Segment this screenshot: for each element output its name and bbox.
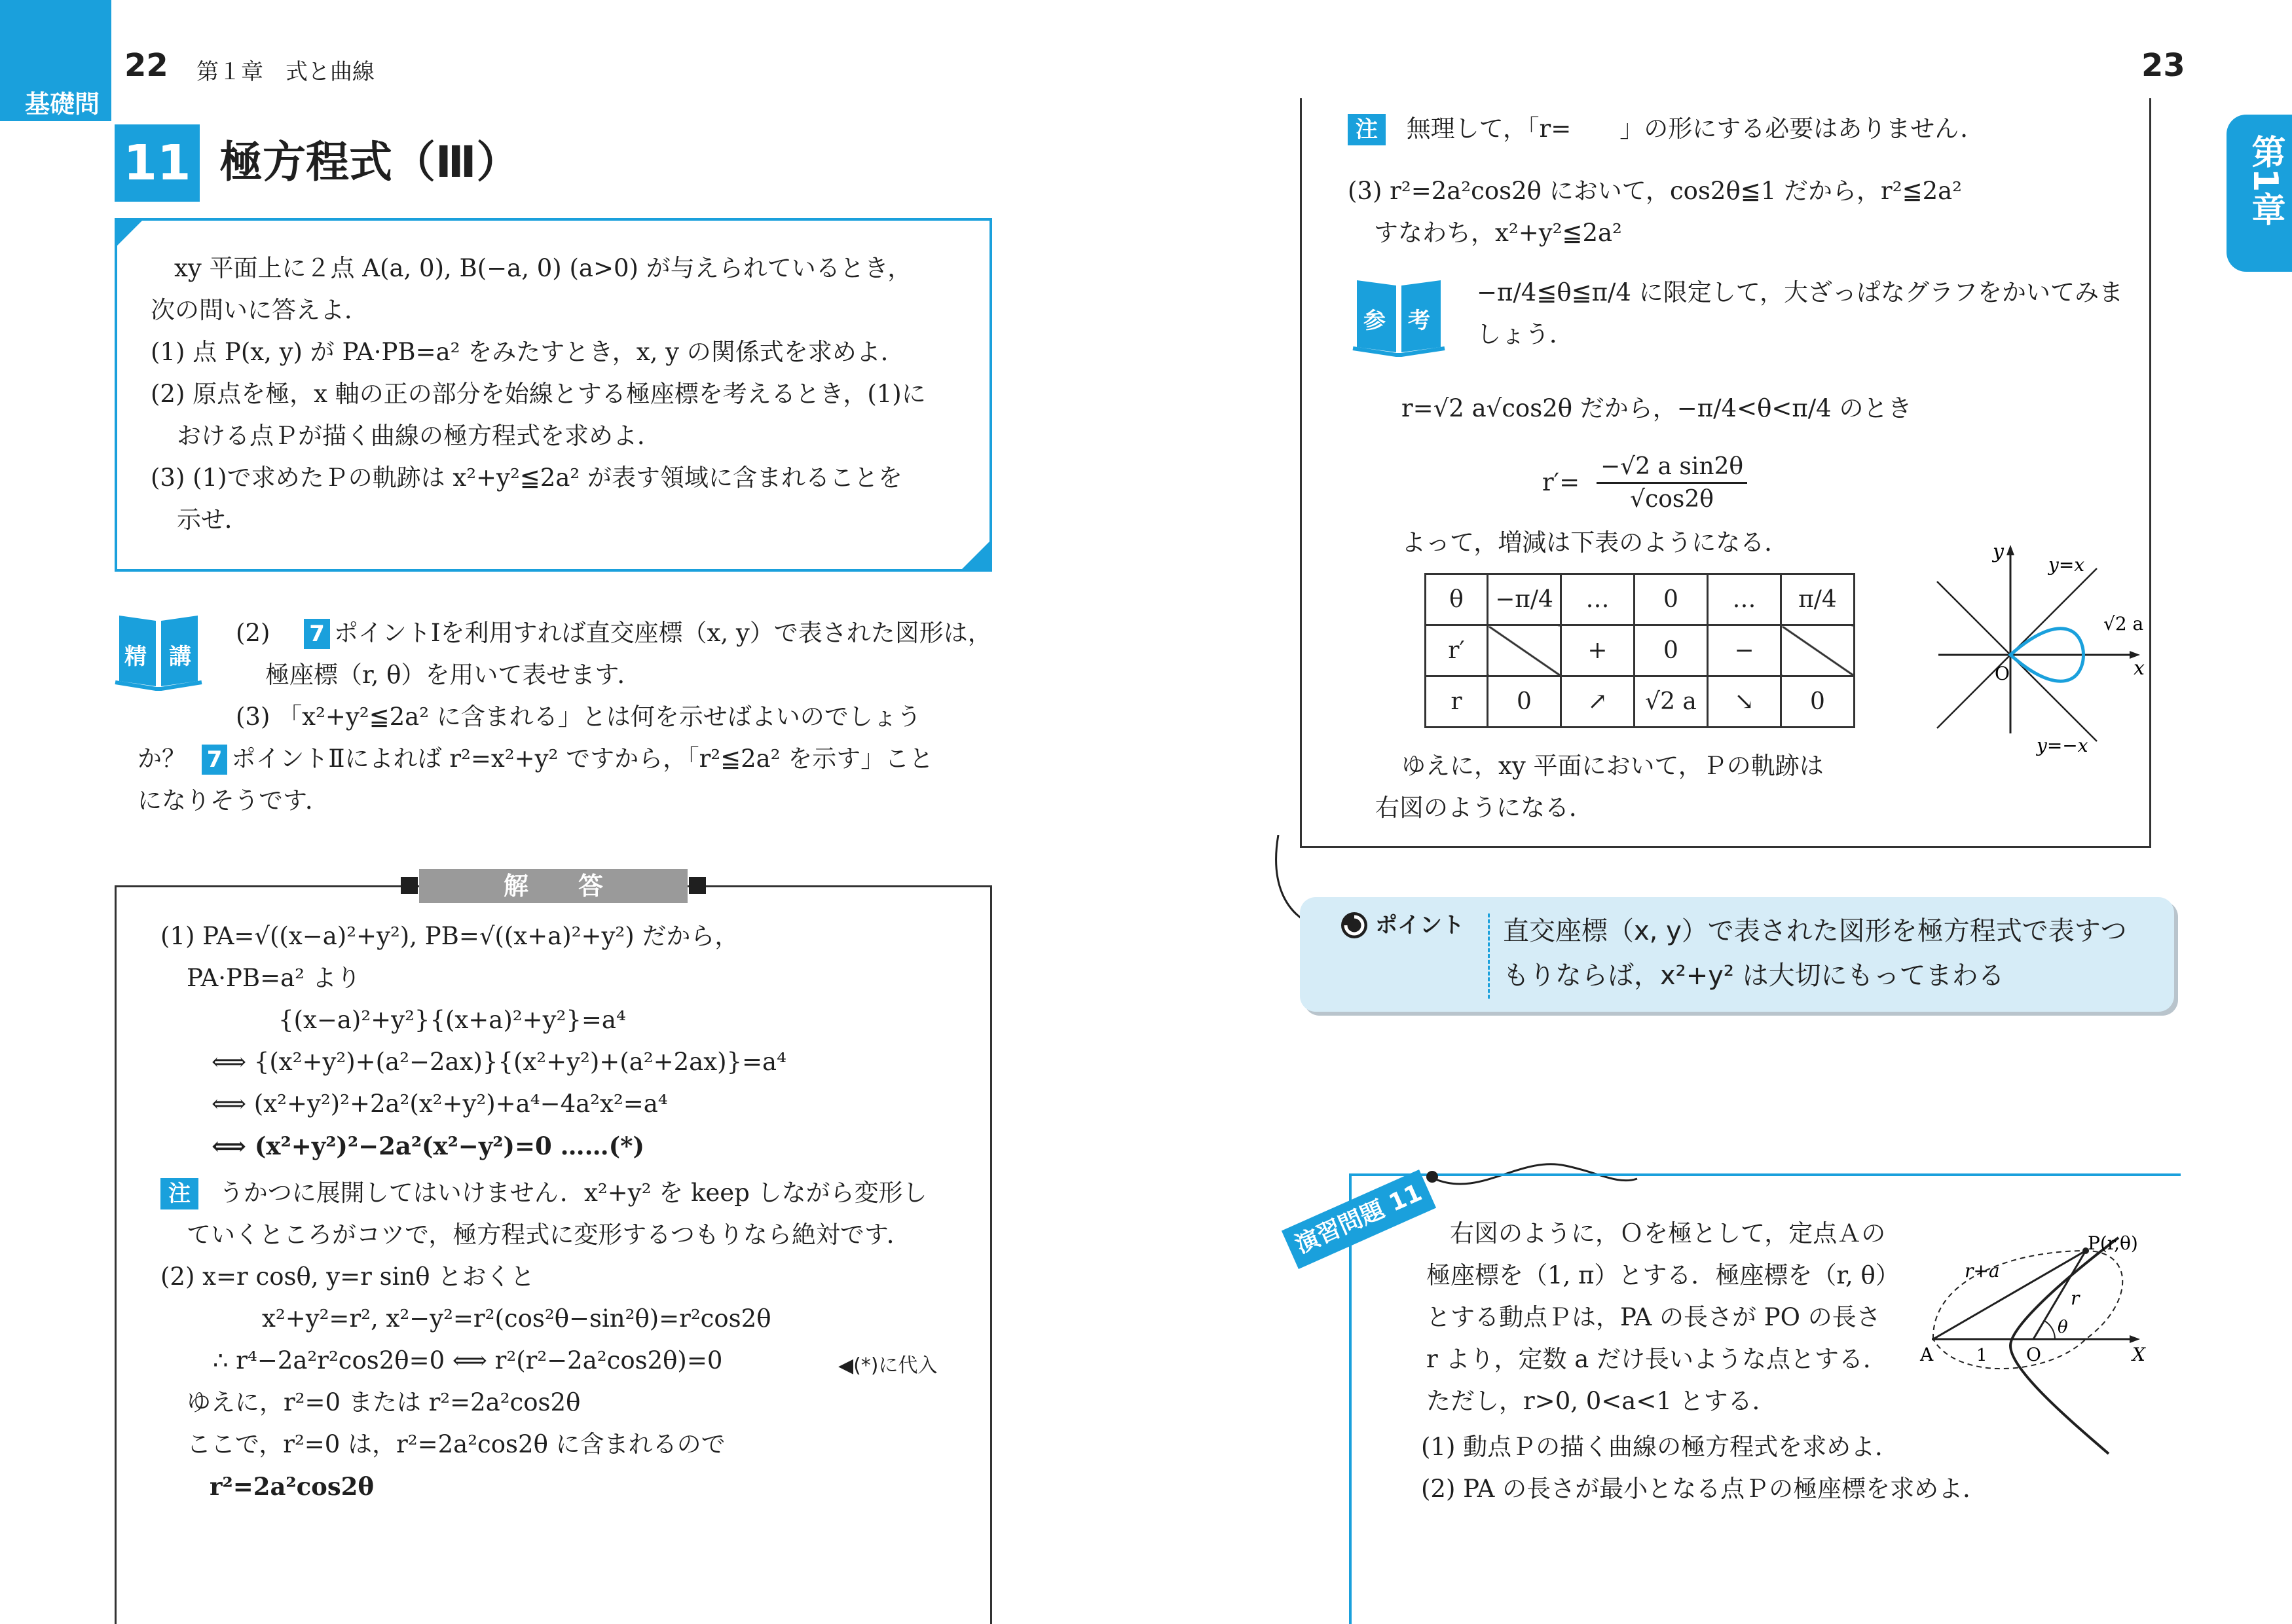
answer-note-line-1 <box>160 1172 927 1214</box>
seiko-line-1 <box>236 612 992 654</box>
table-cell: 0 <box>1635 625 1708 676</box>
answer-heading: 解 答 <box>503 872 603 900</box>
problem-box-corner-bottom <box>959 539 992 572</box>
rprime-denominator: √cos2θ <box>1630 486 1714 513</box>
exercise-hole <box>1426 1171 1438 1183</box>
point-text <box>1503 909 2127 998</box>
conclusion-line-1: ゆえに，xy 平面において，Ｐの軌跡は <box>1401 752 1824 780</box>
theta-arc <box>2044 1321 2055 1339</box>
point-chip: 7 <box>202 745 228 775</box>
table-cell: … <box>1708 574 1781 625</box>
exercise-line: 右図のように，Ｏを極として，定点Ａの <box>1450 1219 1886 1247</box>
answer-line: x²+y²=r², x²−y²=r²(cos²θ−sin²θ)=r²cos2θ <box>262 1304 771 1333</box>
point-chip: 7 <box>304 619 330 649</box>
table-cell-slash <box>1781 625 1855 676</box>
answer-line: (2) x=r cosθ, y=r sinθ とおくと <box>160 1263 535 1291</box>
fig-x-label: X <box>2132 1344 2145 1365</box>
seiko-line-3: (3) 「x²+y²≦2a² に含まれる」とは何を示せばよいのでしょう <box>236 703 921 731</box>
table-cell: π/4 <box>1781 574 1855 625</box>
table-cell: 0 <box>1635 574 1708 625</box>
fig-ra-label: r+a <box>1965 1260 2000 1282</box>
seiko-line-2: 極座標（r, θ）を用いて表せます． <box>265 661 642 689</box>
graph-y-label: y <box>1993 540 2004 563</box>
graph-line2-label: y=−x <box>2037 735 2088 756</box>
exercise-text <box>1426 1213 1900 1422</box>
right-note <box>1348 108 1984 150</box>
section-title: 極方程式（Ⅲ） <box>219 137 520 187</box>
table-cell: −π/4 <box>1488 574 1561 625</box>
fig-o-label: O <box>2026 1344 2041 1365</box>
exercise-line: r より，定数 a だけ長いような点とする． <box>1426 1345 1888 1373</box>
seiko-label-2: 講 <box>169 644 191 670</box>
exercise-line: (2) PA の長さが最小となる点Ｐの極座標を求めよ． <box>1421 1475 1987 1503</box>
problem-line: おける点Ｐが描く曲線の極方程式を求めよ． <box>177 422 661 450</box>
graph-peak-label: √2 a <box>2103 613 2144 635</box>
conclusion-text <box>1375 745 1824 829</box>
section-number: 11 <box>115 124 200 202</box>
answer-line: (1) PA=√((x−a)²+y²), PB=√((x+a)²+y²) だから， <box>160 922 739 950</box>
r-line: r=√2 a√cos2θ だから，−π/4<θ<π/4 のとき <box>1401 394 1912 422</box>
graph-x-label: x <box>2134 657 2145 680</box>
yotte-line: よって，増減は下表のようになる． <box>1401 528 1789 557</box>
exercise-line: 極座標を（1, π）とする．極座標を（r, θ） <box>1426 1261 1900 1289</box>
answer-note-text-1: うかつに展開してはいけません．x²+y² を keep しながら変形し <box>219 1179 927 1207</box>
table-cell: − <box>1708 625 1781 676</box>
header-badge: 基礎問 <box>25 90 100 119</box>
seiko-line-4-a: か？ <box>138 745 186 773</box>
point-divider <box>1488 913 1490 999</box>
exercise-line: ただし，r>0, 0<a<1 とする． <box>1426 1387 1777 1415</box>
sanko-label-1: 参 <box>1363 308 1386 334</box>
table-row <box>1426 625 1855 676</box>
table-row <box>1426 574 1855 625</box>
answer-line: {(x−a)²+y²}{(x+a)²+y²}=a⁴ <box>278 1006 626 1034</box>
problem-line: 次の問いに答えよ． <box>151 296 369 324</box>
answer-heading-cap-left <box>401 877 418 894</box>
polar-axis-arrow <box>2130 1335 2140 1343</box>
exercise-string-decoration <box>1428 1153 1644 1205</box>
table-cell-slash <box>1488 625 1561 676</box>
table-cell: r′ <box>1426 625 1488 676</box>
problem-line: xy 平面上に２点 A(a, 0), B(−a, 0) (a>0) が与えられているとき， <box>174 254 912 282</box>
problem-box-corner-top <box>115 218 147 251</box>
answer-line: PA·PB=a² より <box>187 964 361 992</box>
problem-line: (2) 原点を極，x 軸の正の部分を始線とする極座標を考えるとき，(1)に <box>151 380 926 408</box>
table-cell: √2 a <box>1635 676 1708 728</box>
answer-text <box>160 915 786 1167</box>
note-tag: 注 <box>160 1178 198 1209</box>
exercise-text-2 <box>1421 1426 1987 1510</box>
seiko-label-1: 精 <box>124 644 147 670</box>
fig-theta-label: θ <box>2058 1318 2068 1337</box>
right-note-line <box>1348 108 1984 150</box>
problem-line: (3) (1)で求めたＰの軌跡は x²+y²≦2a² が表す領域に含まれることを <box>151 464 902 492</box>
answer-note-line-2: ていくところがコツで，極方程式に変形するつもりなら絶対です． <box>187 1221 911 1249</box>
seiko-text-2 <box>138 696 933 822</box>
seiko-ref-1: (2) <box>236 619 270 647</box>
sanko-label-2: 考 <box>1408 308 1430 334</box>
seiko-line-1-text: ポイントⅠを利用すれば直交座標（x, y）で表された図形は， <box>333 619 992 647</box>
exercise-figure <box>1919 1225 2168 1460</box>
exercise-label: 演習問題 11 <box>1282 1170 1436 1269</box>
fig-r-label: r <box>2071 1287 2080 1309</box>
part3-line-2: すなわち，x²+y²≦2a² <box>1374 219 1622 247</box>
sanko-line-2: しょう． <box>1477 320 1574 348</box>
problem-text <box>151 248 926 541</box>
table-cell: + <box>1561 625 1635 676</box>
exercise-line: とする動点Ｐは，PA の長さが PO の長さ <box>1426 1303 1881 1331</box>
problem-line: 示せ． <box>177 506 249 534</box>
increase-table <box>1424 573 1855 728</box>
point-line-2: もりならば，x²+y² は大切にもってまわる <box>1503 961 2005 991</box>
answer-line: ここで，r²=0 は，r²=2a²cos2θ に含まれるので <box>187 1430 726 1458</box>
problem-line: (1) 点 P(x, y) が PA·PB=a² をみたすとき，x, y の関係式を求めよ． <box>151 338 905 366</box>
answer-heading-cap-right <box>689 877 706 894</box>
right-page-number: 23 <box>2141 47 2185 84</box>
point-icon <box>1339 910 1369 940</box>
rprime-fraction <box>1597 452 1747 515</box>
fig-one-label: 1 <box>1976 1346 1987 1365</box>
table-cell: 0 <box>1781 676 1855 728</box>
chapter-title: 第１章 式と曲線 <box>196 59 375 85</box>
conclusion-line-2: 右図のようになる． <box>1375 794 1593 822</box>
table-cell: 0 <box>1488 676 1561 728</box>
chapter-side-tab-label: 第1章 <box>2246 134 2285 227</box>
fig-p-label: P(r,θ) <box>2088 1232 2138 1254</box>
answer-line: r²=2a²cos2θ <box>210 1472 375 1501</box>
seiko-line-4-b: ポイントⅡによれば r²=x²+y² ですから，「r²≦2a² を示す」こと <box>231 745 934 773</box>
seiko-line-5: になりそうです． <box>138 786 330 815</box>
answer-side-note: ◀(*)に代入 <box>838 1354 938 1377</box>
table-cell: ↘ <box>1708 676 1781 728</box>
left-page-number: 22 <box>124 47 168 84</box>
part3-line-1: (3) r²=2a²cos2θ において，cos2θ≦1 だから，r²≦2a² <box>1348 177 1963 205</box>
point-label: ポイント <box>1375 912 1464 938</box>
seiko-text <box>236 612 992 696</box>
sanko-line-1: −π/4≦θ≦π/4 に限定して，大ざっぱなグラフをかいてみま <box>1477 278 2123 306</box>
point-line-1: 直交座標（x, y）で表された図形を極方程式で表すつ <box>1503 916 2127 946</box>
right-note-text: 無理して，「r= 」の形にする必要はありません． <box>1406 115 1985 143</box>
answer-note <box>160 1172 927 1256</box>
table-row <box>1426 676 1855 728</box>
graph-o-label: O <box>1995 663 2010 684</box>
graph-line1-label: y=x <box>2048 554 2085 576</box>
sanko-text <box>1477 272 2123 356</box>
chapter-side-tab <box>2227 115 2292 272</box>
exercise-line: (1) 動点Ｐの描く曲線の極方程式を求めよ． <box>1421 1433 1900 1461</box>
answer-line: ⟺ {(x²+y²)+(a²−2ax)}{(x²+y²)+(a²+2ax)}=a⁴ <box>212 1048 786 1076</box>
y-axis-arrow <box>2006 545 2014 555</box>
table-cell: ↗ <box>1561 676 1635 728</box>
fig-a-label: A <box>1920 1344 1934 1365</box>
seiko-line-4 <box>138 738 933 780</box>
table-cell: … <box>1561 574 1635 625</box>
rprime-label: r′= <box>1542 468 1580 496</box>
lemniscate-graph <box>1925 537 2148 760</box>
rprime-numerator: −√2 a sin2θ <box>1597 452 1747 484</box>
note-tag: 注 <box>1348 114 1386 145</box>
answer-text-2 <box>160 1256 771 1507</box>
table-cell: r <box>1426 676 1488 728</box>
answer-line: ∴ r⁴−2a²r²cos2θ=0 ⟺ r²(r²−2a²cos2θ)=0 <box>213 1346 723 1375</box>
answer-line: ⟺ (x²+y²)²+2a²(x²+y²)+a⁴−4a²x²=a⁴ <box>212 1090 668 1118</box>
answer-line: ⟺ (x²+y²)²−2a²(x²−y²)=0 ……(*) <box>212 1132 645 1160</box>
exercise-top-line <box>1349 1173 2181 1176</box>
part3-text <box>1348 170 1962 254</box>
table-cell: θ <box>1426 574 1488 625</box>
answer-line: ゆえに，r²=0 または r²=2a²cos2θ <box>187 1388 581 1416</box>
